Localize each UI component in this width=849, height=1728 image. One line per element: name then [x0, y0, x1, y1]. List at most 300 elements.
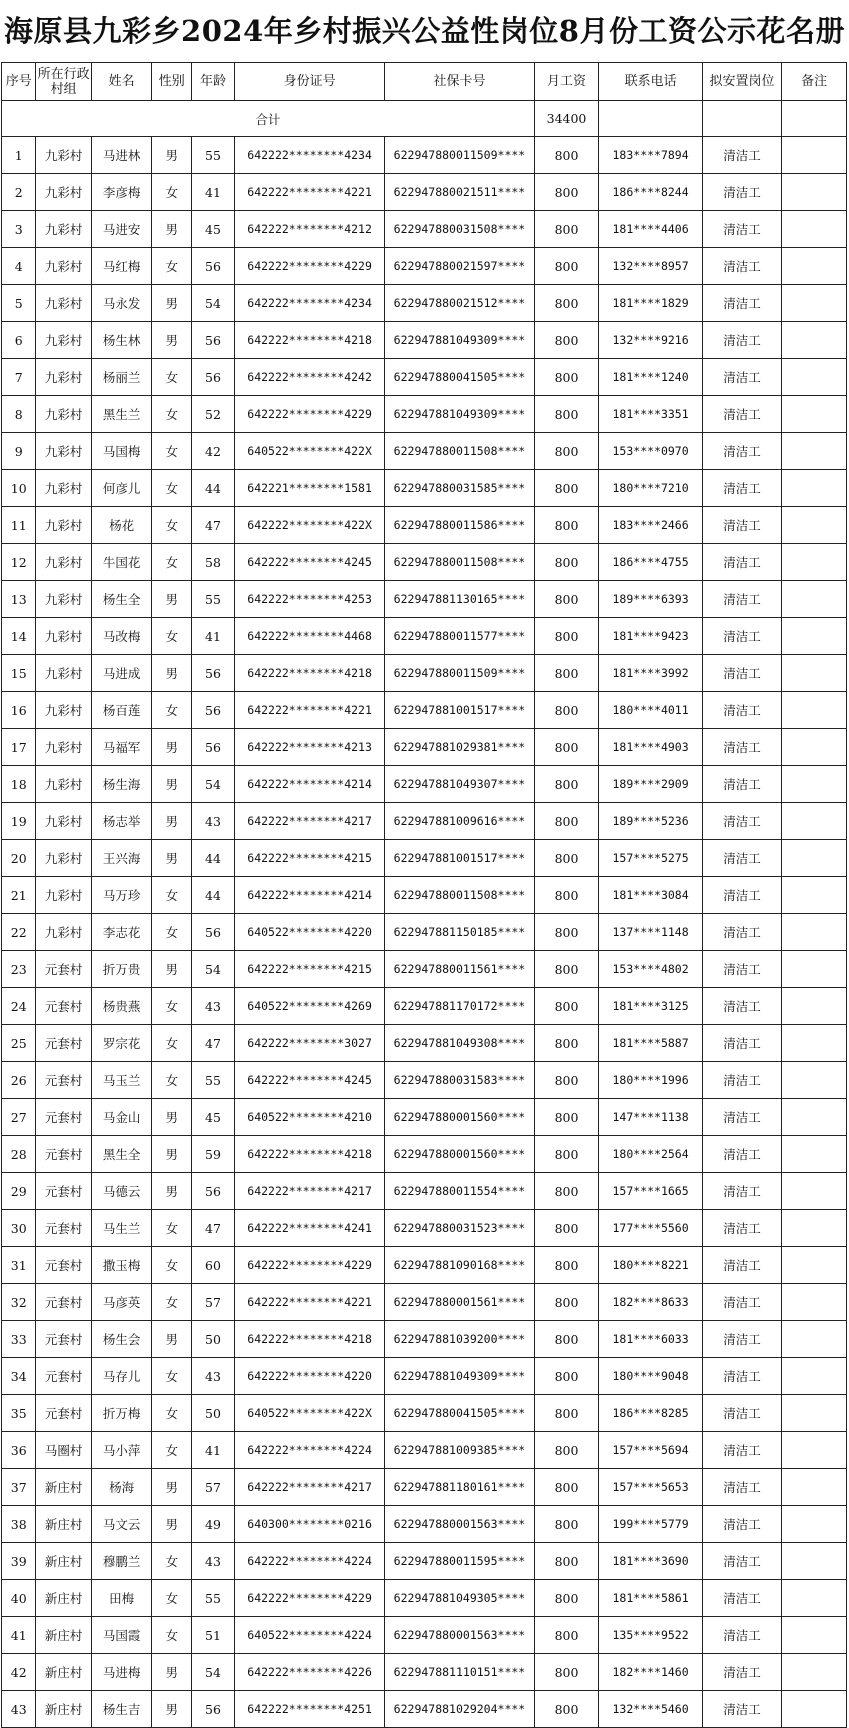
gender-cell: 女	[152, 1358, 192, 1395]
village-cell: 元套村	[36, 951, 91, 988]
remark-cell	[782, 137, 847, 174]
seq-cell: 5	[2, 285, 36, 322]
seq-cell: 32	[2, 1284, 36, 1321]
table-row	[2, 1469, 847, 1506]
name-cell: 马永发	[91, 285, 152, 322]
age-cell: 41	[192, 618, 235, 655]
age-cell: 44	[192, 877, 235, 914]
age-cell: 42	[192, 433, 235, 470]
phone-cell: 182****1460	[599, 1654, 702, 1691]
social-card-cell: 622947881009385****	[385, 1432, 534, 1469]
salary-cell: 800	[534, 1358, 599, 1395]
position-cell: 清洁工	[702, 692, 781, 729]
village-cell: 九彩村	[36, 581, 91, 618]
salary-cell: 800	[534, 1025, 599, 1062]
salary-cell: 800	[534, 433, 599, 470]
position-cell: 清洁工	[702, 1395, 781, 1432]
id-number-cell: 642222********422X	[234, 507, 384, 544]
remark-cell	[782, 470, 847, 507]
social-card-cell: 622947880011509****	[385, 655, 534, 692]
age-cell: 52	[192, 396, 235, 433]
id-number-cell: 642221********1581	[234, 470, 384, 507]
age-cell: 56	[192, 1691, 235, 1728]
name-cell: 马福军	[91, 729, 152, 766]
phone-cell: 199****5779	[599, 1506, 702, 1543]
village-cell: 九彩村	[36, 470, 91, 507]
id-number-cell: 642222********4221	[234, 174, 384, 211]
id-number-cell: 642222********4217	[234, 1469, 384, 1506]
phone-cell: 181****4903	[599, 729, 702, 766]
phone-cell: 189****5236	[599, 803, 702, 840]
social-card-cell: 622947881150185****	[385, 914, 534, 951]
id-number-cell: 642222********4234	[234, 137, 384, 174]
salary-cell: 800	[534, 1691, 599, 1728]
id-number-cell: 642222********4245	[234, 1062, 384, 1099]
age-cell: 56	[192, 322, 235, 359]
age-cell: 54	[192, 285, 235, 322]
remark-cell	[782, 1210, 847, 1247]
seq-cell: 16	[2, 692, 36, 729]
salary-cell: 800	[534, 1654, 599, 1691]
gender-cell: 男	[152, 285, 192, 322]
name-cell: 马彦英	[91, 1284, 152, 1321]
remark-cell	[782, 766, 847, 803]
seq-cell: 7	[2, 359, 36, 396]
seq-cell: 38	[2, 1506, 36, 1543]
age-cell: 49	[192, 1506, 235, 1543]
village-cell: 九彩村	[36, 692, 91, 729]
table-row	[2, 1654, 847, 1691]
name-cell: 马生兰	[91, 1210, 152, 1247]
table-row	[2, 1506, 847, 1543]
header-cell: 性别	[152, 63, 192, 101]
age-cell: 56	[192, 914, 235, 951]
position-cell: 清洁工	[702, 1173, 781, 1210]
social-card-cell: 622947881001517****	[385, 840, 534, 877]
salary-cell: 800	[534, 507, 599, 544]
phone-cell: 180****4011	[599, 692, 702, 729]
salary-cell: 800	[534, 618, 599, 655]
gender-cell: 男	[152, 840, 192, 877]
position-cell: 清洁工	[702, 507, 781, 544]
age-cell: 41	[192, 174, 235, 211]
id-number-cell: 642222********4217	[234, 1173, 384, 1210]
social-card-cell: 622947881029204****	[385, 1691, 534, 1728]
seq-cell: 27	[2, 1099, 36, 1136]
header-cell: 月工资	[534, 63, 599, 101]
salary-cell: 800	[534, 766, 599, 803]
seq-cell: 30	[2, 1210, 36, 1247]
remark-cell	[782, 1173, 847, 1210]
table-row	[2, 433, 847, 470]
position-cell: 清洁工	[702, 988, 781, 1025]
village-cell: 九彩村	[36, 618, 91, 655]
name-cell: 杨生全	[91, 581, 152, 618]
id-number-cell: 640522********4210	[234, 1099, 384, 1136]
table-row	[2, 470, 847, 507]
id-number-cell: 642222********4229	[234, 1247, 384, 1284]
age-cell: 45	[192, 1099, 235, 1136]
table-row	[2, 1284, 847, 1321]
name-cell: 马文云	[91, 1506, 152, 1543]
table-row	[2, 1432, 847, 1469]
remark-cell	[782, 1617, 847, 1654]
phone-cell: 132****5460	[599, 1691, 702, 1728]
gender-cell: 男	[152, 322, 192, 359]
position-cell: 清洁工	[702, 618, 781, 655]
seq-cell: 20	[2, 840, 36, 877]
seq-cell: 22	[2, 914, 36, 951]
phone-cell: 153****0970	[599, 433, 702, 470]
name-cell: 折万贵	[91, 951, 152, 988]
phone-cell: 132****8957	[599, 248, 702, 285]
name-cell: 撒玉梅	[91, 1247, 152, 1284]
name-cell: 马玉兰	[91, 1062, 152, 1099]
village-cell: 新庄村	[36, 1654, 91, 1691]
table-row	[2, 1062, 847, 1099]
age-cell: 56	[192, 692, 235, 729]
name-cell: 罗宗花	[91, 1025, 152, 1062]
name-cell: 马国梅	[91, 433, 152, 470]
phone-cell: 189****6393	[599, 581, 702, 618]
position-cell: 清洁工	[702, 729, 781, 766]
id-number-cell: 640522********4220	[234, 914, 384, 951]
position-cell: 清洁工	[702, 544, 781, 581]
remark-cell	[782, 322, 847, 359]
id-number-cell: 642222********4217	[234, 803, 384, 840]
header-cell: 姓名	[91, 63, 152, 101]
salary-cell: 800	[534, 692, 599, 729]
salary-cell: 800	[534, 1543, 599, 1580]
id-number-cell: 642222********4221	[234, 1284, 384, 1321]
phone-cell: 181****4406	[599, 211, 702, 248]
name-cell: 杨海	[91, 1469, 152, 1506]
salary-cell: 800	[534, 248, 599, 285]
gender-cell: 女	[152, 1284, 192, 1321]
name-cell: 马国霞	[91, 1617, 152, 1654]
social-card-cell: 622947880021512****	[385, 285, 534, 322]
position-cell: 清洁工	[702, 1691, 781, 1728]
name-cell: 杨生吉	[91, 1691, 152, 1728]
age-cell: 55	[192, 1580, 235, 1617]
remark-cell	[782, 359, 847, 396]
gender-cell: 男	[152, 137, 192, 174]
village-cell: 元套村	[36, 1358, 91, 1395]
table-row	[2, 914, 847, 951]
social-card-cell: 622947880011508****	[385, 433, 534, 470]
seq-cell: 42	[2, 1654, 36, 1691]
social-card-cell: 622947881090168****	[385, 1247, 534, 1284]
header-cell: 年龄	[192, 63, 235, 101]
header-row	[2, 63, 847, 101]
village-cell: 元套村	[36, 1321, 91, 1358]
id-number-cell: 642222********4218	[234, 322, 384, 359]
position-cell: 清洁工	[702, 803, 781, 840]
age-cell: 50	[192, 1395, 235, 1432]
village-cell: 元套村	[36, 988, 91, 1025]
gender-cell: 女	[152, 988, 192, 1025]
remark-cell	[782, 1395, 847, 1432]
phone-cell: 157****1665	[599, 1173, 702, 1210]
remark-cell	[782, 396, 847, 433]
remark-cell	[782, 840, 847, 877]
position-cell: 清洁工	[702, 1580, 781, 1617]
social-card-cell: 622947880011508****	[385, 544, 534, 581]
seq-cell: 10	[2, 470, 36, 507]
remark-cell	[782, 803, 847, 840]
village-cell: 元套村	[36, 1247, 91, 1284]
gender-cell: 女	[152, 1247, 192, 1284]
name-cell: 马改梅	[91, 618, 152, 655]
seq-cell: 28	[2, 1136, 36, 1173]
header-cell: 身份证号	[234, 63, 384, 101]
gender-cell: 男	[152, 951, 192, 988]
social-card-cell: 622947881009616****	[385, 803, 534, 840]
id-number-cell: 642222********4221	[234, 692, 384, 729]
position-cell: 清洁工	[702, 248, 781, 285]
salary-cell: 800	[534, 803, 599, 840]
gender-cell: 女	[152, 1062, 192, 1099]
salary-cell: 800	[534, 1617, 599, 1654]
phone-cell: 180****1996	[599, 1062, 702, 1099]
phone-cell: 157****5275	[599, 840, 702, 877]
phone-cell: 157****5694	[599, 1432, 702, 1469]
social-card-cell: 622947881049305****	[385, 1580, 534, 1617]
name-cell: 马金山	[91, 1099, 152, 1136]
id-number-cell: 642222********4229	[234, 1580, 384, 1617]
salary-cell: 800	[534, 1321, 599, 1358]
table-row	[2, 1210, 847, 1247]
id-number-cell: 640522********422X	[234, 433, 384, 470]
position-cell: 清洁工	[702, 359, 781, 396]
total-empty-cell	[702, 101, 781, 137]
position-cell: 清洁工	[702, 396, 781, 433]
remark-cell	[782, 1432, 847, 1469]
remark-cell	[782, 507, 847, 544]
remark-cell	[782, 285, 847, 322]
remark-cell	[782, 1543, 847, 1580]
table-row	[2, 692, 847, 729]
phone-cell: 186****8285	[599, 1395, 702, 1432]
remark-cell	[782, 1136, 847, 1173]
position-cell: 清洁工	[702, 1321, 781, 1358]
phone-cell: 181****3690	[599, 1543, 702, 1580]
id-number-cell: 642222********4220	[234, 1358, 384, 1395]
village-cell: 九彩村	[36, 285, 91, 322]
remark-cell	[782, 618, 847, 655]
gender-cell: 男	[152, 1469, 192, 1506]
village-cell: 新庄村	[36, 1506, 91, 1543]
header-cell: 联系电话	[599, 63, 702, 101]
age-cell: 55	[192, 1062, 235, 1099]
gender-cell: 女	[152, 1617, 192, 1654]
social-card-cell: 622947880031523****	[385, 1210, 534, 1247]
age-cell: 45	[192, 211, 235, 248]
village-cell: 九彩村	[36, 396, 91, 433]
village-cell: 新庄村	[36, 1469, 91, 1506]
id-number-cell: 642222********4251	[234, 1691, 384, 1728]
age-cell: 56	[192, 1173, 235, 1210]
position-cell: 清洁工	[702, 285, 781, 322]
salary-cell: 800	[534, 1247, 599, 1284]
name-cell: 杨志举	[91, 803, 152, 840]
position-cell: 清洁工	[702, 1617, 781, 1654]
gender-cell: 男	[152, 1173, 192, 1210]
salary-cell: 800	[534, 988, 599, 1025]
phone-cell: 180****8221	[599, 1247, 702, 1284]
social-card-cell: 622947880011508****	[385, 877, 534, 914]
table-row	[2, 618, 847, 655]
seq-cell: 41	[2, 1617, 36, 1654]
position-cell: 清洁工	[702, 433, 781, 470]
seq-cell: 33	[2, 1321, 36, 1358]
total-row	[2, 101, 847, 137]
id-number-cell: 642222********4253	[234, 581, 384, 618]
age-cell: 43	[192, 1358, 235, 1395]
age-cell: 47	[192, 1025, 235, 1062]
name-cell: 杨贵燕	[91, 988, 152, 1025]
phone-cell: 177****5560	[599, 1210, 702, 1247]
phone-cell: 181****6033	[599, 1321, 702, 1358]
phone-cell: 180****2564	[599, 1136, 702, 1173]
social-card-cell: 622947880001561****	[385, 1284, 534, 1321]
remark-cell	[782, 1025, 847, 1062]
village-cell: 九彩村	[36, 544, 91, 581]
position-cell: 清洁工	[702, 655, 781, 692]
position-cell: 清洁工	[702, 581, 781, 618]
seq-cell: 43	[2, 1691, 36, 1728]
gender-cell: 女	[152, 692, 192, 729]
position-cell: 清洁工	[702, 914, 781, 951]
header-cell: 序号	[2, 63, 36, 101]
social-card-cell: 622947880011554****	[385, 1173, 534, 1210]
village-cell: 元套村	[36, 1395, 91, 1432]
position-cell: 清洁工	[702, 1136, 781, 1173]
salary-cell: 800	[534, 359, 599, 396]
remark-cell	[782, 1247, 847, 1284]
social-card-cell: 622947881130165****	[385, 581, 534, 618]
position-cell: 清洁工	[702, 137, 781, 174]
name-cell: 马进林	[91, 137, 152, 174]
gender-cell: 男	[152, 655, 192, 692]
salary-cell: 800	[534, 285, 599, 322]
seq-cell: 40	[2, 1580, 36, 1617]
phone-cell: 181****5887	[599, 1025, 702, 1062]
gender-cell: 男	[152, 1099, 192, 1136]
phone-cell: 183****7894	[599, 137, 702, 174]
position-cell: 清洁工	[702, 840, 781, 877]
salary-cell: 800	[534, 581, 599, 618]
table-row	[2, 988, 847, 1025]
table-row	[2, 729, 847, 766]
seq-cell: 9	[2, 433, 36, 470]
village-cell: 九彩村	[36, 766, 91, 803]
age-cell: 57	[192, 1469, 235, 1506]
social-card-cell: 622947880021511****	[385, 174, 534, 211]
table-row	[2, 544, 847, 581]
table-row	[2, 1247, 847, 1284]
gender-cell: 男	[152, 581, 192, 618]
name-cell: 马进安	[91, 211, 152, 248]
position-cell: 清洁工	[702, 1432, 781, 1469]
table-row	[2, 396, 847, 433]
id-number-cell: 642222********4214	[234, 766, 384, 803]
social-card-cell: 622947880011595****	[385, 1543, 534, 1580]
position-cell: 清洁工	[702, 1025, 781, 1062]
id-number-cell: 640522********422X	[234, 1395, 384, 1432]
salary-cell: 800	[534, 1284, 599, 1321]
table-row	[2, 1025, 847, 1062]
salary-cell: 800	[534, 1210, 599, 1247]
gender-cell: 女	[152, 1543, 192, 1580]
village-cell: 九彩村	[36, 359, 91, 396]
seq-cell: 14	[2, 618, 36, 655]
id-number-cell: 642222********4234	[234, 285, 384, 322]
name-cell: 杨生林	[91, 322, 152, 359]
gender-cell: 女	[152, 1395, 192, 1432]
remark-cell	[782, 951, 847, 988]
age-cell: 51	[192, 1617, 235, 1654]
remark-cell	[782, 988, 847, 1025]
salary-cell: 800	[534, 1506, 599, 1543]
village-cell: 九彩村	[36, 137, 91, 174]
position-cell: 清洁工	[702, 174, 781, 211]
social-card-cell: 622947881049308****	[385, 1025, 534, 1062]
village-cell: 九彩村	[36, 174, 91, 211]
table-row	[2, 507, 847, 544]
table-row	[2, 1321, 847, 1358]
phone-cell: 180****9048	[599, 1358, 702, 1395]
age-cell: 44	[192, 840, 235, 877]
age-cell: 43	[192, 1543, 235, 1580]
name-cell: 马红梅	[91, 248, 152, 285]
phone-cell: 181****1829	[599, 285, 702, 322]
gender-cell: 男	[152, 1136, 192, 1173]
village-cell: 九彩村	[36, 840, 91, 877]
position-cell: 清洁工	[702, 1247, 781, 1284]
gender-cell: 女	[152, 544, 192, 581]
salary-cell: 800	[534, 1173, 599, 1210]
seq-cell: 3	[2, 211, 36, 248]
age-cell: 56	[192, 248, 235, 285]
social-card-cell: 622947881029381****	[385, 729, 534, 766]
village-cell: 元套村	[36, 1062, 91, 1099]
table-row	[2, 211, 847, 248]
gender-cell: 女	[152, 174, 192, 211]
remark-cell	[782, 1062, 847, 1099]
seq-cell: 1	[2, 137, 36, 174]
name-cell: 何彦儿	[91, 470, 152, 507]
gender-cell: 男	[152, 211, 192, 248]
phone-cell: 181****3992	[599, 655, 702, 692]
seq-cell: 34	[2, 1358, 36, 1395]
id-number-cell: 642222********3027	[234, 1025, 384, 1062]
age-cell: 56	[192, 359, 235, 396]
remark-cell	[782, 1580, 847, 1617]
social-card-cell: 622947880041505****	[385, 359, 534, 396]
village-cell: 九彩村	[36, 248, 91, 285]
table-row	[2, 359, 847, 396]
name-cell: 杨生海	[91, 766, 152, 803]
gender-cell: 女	[152, 248, 192, 285]
seq-cell: 39	[2, 1543, 36, 1580]
salary-cell: 800	[534, 1469, 599, 1506]
village-cell: 元套村	[36, 1136, 91, 1173]
name-cell: 杨丽兰	[91, 359, 152, 396]
position-cell: 清洁工	[702, 1543, 781, 1580]
gender-cell: 男	[152, 1506, 192, 1543]
table-row	[2, 322, 847, 359]
